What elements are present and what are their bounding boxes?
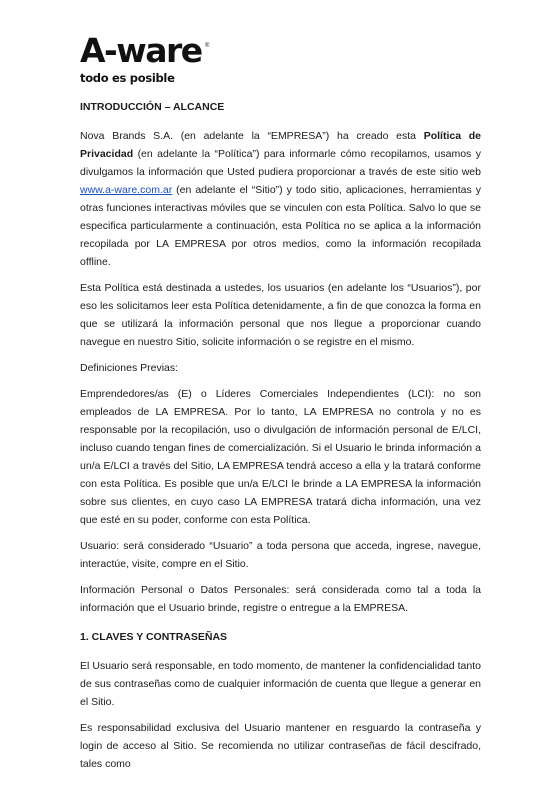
- document-body: [80, 100, 481, 773]
- brand-logo: [80, 33, 210, 89]
- paragraph-audience: Esta Política está destinada a ustedes, los usuarios (en adelante los “Usuarios”), por eso les solicitamos leer esta Política detenidamente, a fin de que conozca la forma en que se utilizará la información personal que nos llegue a proporcionar cuando navegue en nuestro Sitio, solicite información o se registre en el mismo.: [80, 282, 481, 348]
- paragraph-intro-part3: (en adelante el “Sitio”) y todo sitio, aplicaciones, herramientas y otras funciones interactivas móviles que se vinculen con esta Política. Salvo lo que se especifica particularmente a continuación, esta Política no se aplica a la información recopilada por LA EMPRESA por otros medios, como la información recopilada offline.: [80, 184, 481, 268]
- section-title-passwords: 1. CLAVES Y CONTRASEÑAS: [80, 631, 228, 643]
- paragraph-confidentiality: El Usuario será responsable, en todo momento, de mantener la confidencialidad tanto de sus contraseñas como de cualquier información de cuenta que llegue a generar en el Sitio.: [80, 660, 481, 708]
- paragraph-intro-part2: (en adelante la “Política”) para informarle cómo recopilamos, usamos y divulgamos la información que Usted pudiera proporcionar a través de este sitio web: [80, 148, 481, 178]
- paragraph-personal-data: Información Personal o Datos Personales: será considerada como tal a toda la información que el Usuario brinde, registre o entregue a la EMPRESA.: [80, 584, 481, 614]
- paragraph-password-responsibility: Es responsabilidad exclusiva del Usuario mantener en resguardo la contraseña y login de acceso al Sitio. Se recomienda no utilizar contraseñas de fácil descifrado, tales como: [80, 722, 481, 770]
- paragraph-intro: [80, 127, 481, 271]
- logo-wordmark: A-ware: [80, 31, 202, 70]
- paragraph-user-definition: Usuario: será considerado “Usuario” a toda persona que acceda, ingrese, navegue, interactúe, visite, compre en el Sitio.: [80, 540, 481, 570]
- policy-name-bold: Política de Privacidad: [80, 130, 481, 160]
- paragraph-intro-part1: Nova Brands S.A. (en adelante la “EMPRESA”) ha creado esta: [80, 130, 424, 142]
- section-title-intro: INTRODUCCIÓN – ALCANCE: [80, 101, 225, 113]
- website-link[interactable]: www.a-ware.com.ar: [80, 184, 173, 196]
- registered-mark: ®: [205, 43, 210, 49]
- paragraph-entrepreneurs: Emprendedores/as (E) o Líderes Comerciales Independientes (LCI): no son empleados de LA EMPRESA. Por lo tanto, LA EMPRESA no controla y no es responsable por la recopilación, uso o divulgación de información personal de E/LCI, incluso cuando tengan fines de comercialización. Si el Usuario le brinda información a un/a E/LCI a través del Sitio, LA EMPRESA tendrá acceso a ella y la tratará conforme con esta Política. Es posible que un/a E/LCI le brinde a LA EMPRESA la información sobre sus clientes, en cuyo caso LA EMPRESA tratará dicha información, una vez que esté en su poder, conforme con esta Política.: [80, 388, 481, 526]
- logo-tagline: todo es posible: [80, 71, 175, 85]
- paragraph-definitions-label: Definiciones Previas:: [80, 362, 179, 374]
